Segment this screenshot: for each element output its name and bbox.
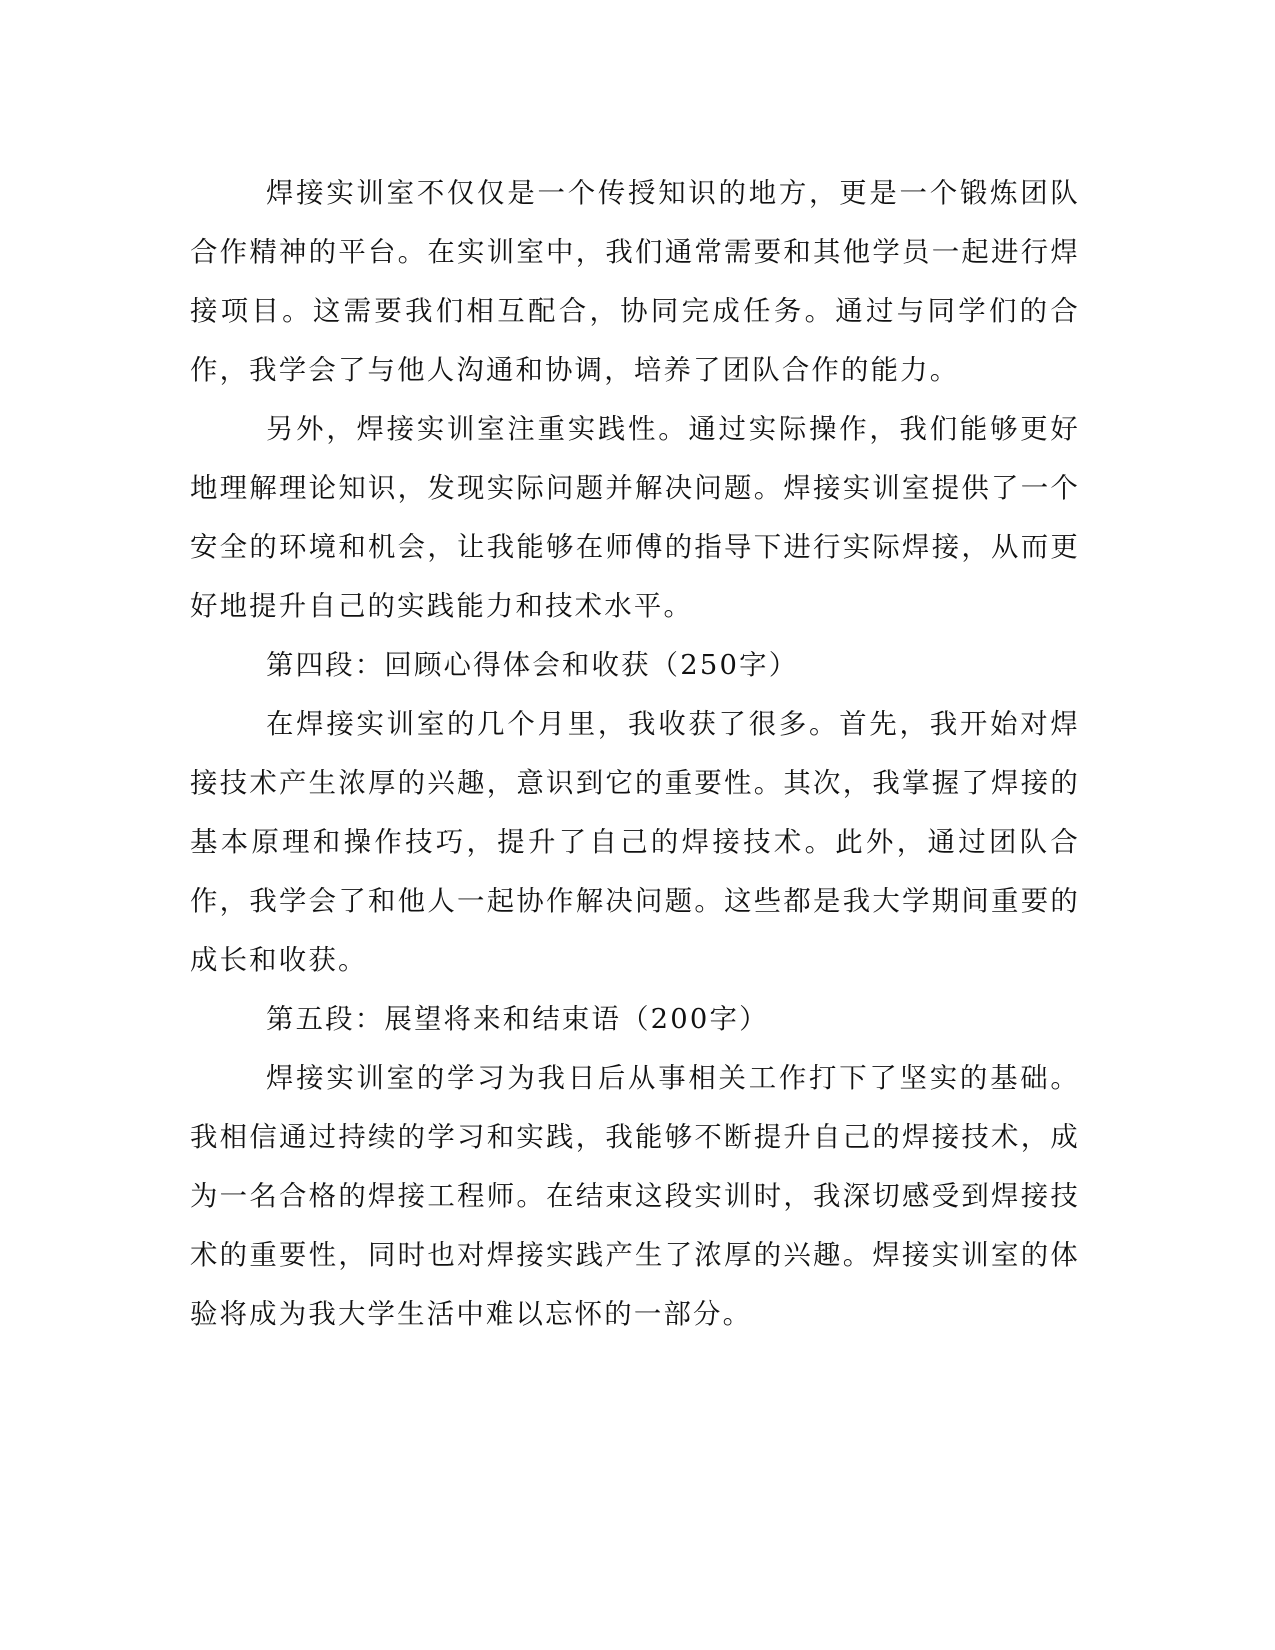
document-body (190, 164, 1080, 1344)
section-heading-4: 第四段：回顾心得体会和收获（250字） (266, 650, 799, 681)
paragraph-gains: 在焊接实训室的几个月里，我收获了很多。首先，我开始对焊接技术产生浓厚的兴趣，意识到它的重要性。其次，我掌握了焊接的基本原理和操作技巧，提升了自己的焊接技术。此外，通过团队合作，我学会了和他人一起协作解决问题。这些都是我大学期间重要的成长和收获。 (190, 709, 1080, 976)
paragraph-practice: 另外，焊接实训室注重实践性。通过实际操作，我们能够更好地理解理论知识，发现实际问题并解决问题。焊接实训室提供了一个安全的环境和机会，让我能够在师傅的指导下进行实际焊接，从而更好地提升自己的实践能力和技术水平。 (190, 414, 1080, 622)
paragraph-outlook: 焊接实训室的学习为我日后从事相关工作打下了坚实的基础。我相信通过持续的学习和实践，我能够不断提升自己的焊接技术，成为一名合格的焊接工程师。在结束这段实训时，我深切感受到焊接技术的重要性，同时也对焊接实践产生了浓厚的兴趣。焊接实训室的体验将成为我大学生活中难以忘怀的一部分。 (190, 1063, 1080, 1330)
paragraph-teamwork: 焊接实训室不仅仅是一个传授知识的地方，更是一个锻炼团队合作精神的平台。在实训室中，我们通常需要和其他学员一起进行焊接项目。这需要我们相互配合，协同完成任务。通过与同学们的合作，我学会了与他人沟通和协调，培养了团队合作的能力。 (190, 178, 1080, 386)
section-heading-5: 第五段：展望将来和结束语（200字） (266, 1004, 769, 1035)
